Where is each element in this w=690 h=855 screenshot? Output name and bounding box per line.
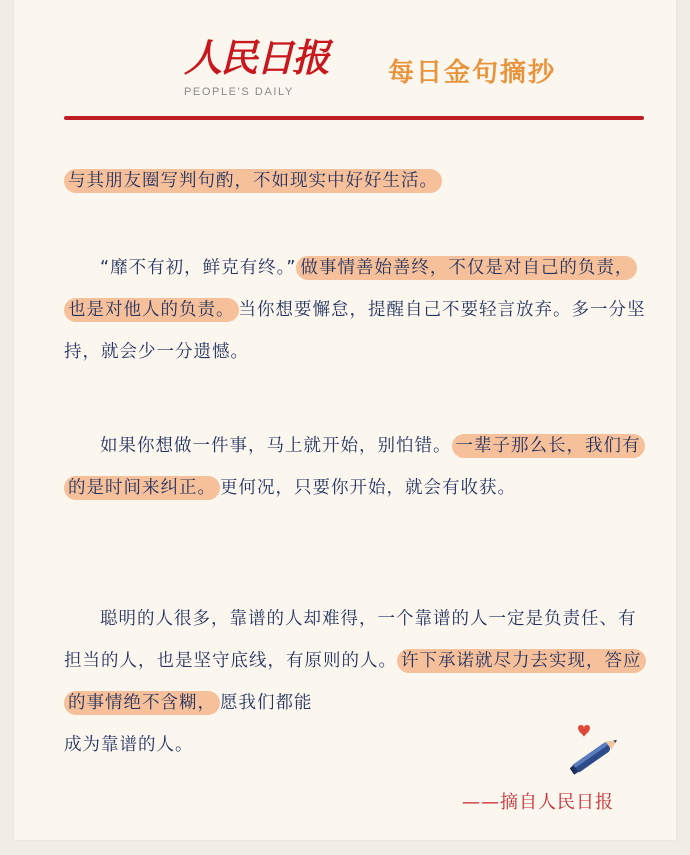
article-card [14, 0, 676, 840]
paragraph-text: 更何况，只要你开始，就会有收获。 [220, 478, 516, 498]
highlighted-sentence: 做事情善始善终，不仅是对自己的负责，也是对他人的负责。 [64, 256, 637, 322]
quote-paragraph-2 [64, 247, 649, 373]
quote-paragraph-4 [64, 598, 649, 766]
pen-with-heart-icon [564, 722, 624, 782]
paragraph-text: “靡不有初，鲜克有终。” [100, 258, 297, 278]
logo-english-text: PEOPLE'S DAILY [184, 86, 294, 98]
source-attribution: ——摘自人民日报 [462, 792, 614, 813]
paragraph-text: 聪明的人很多，靠谱的人却难得，一个靠谱的人一定是负责任、有担当的人，也是坚守底线，有原则的人。 [64, 609, 637, 671]
highlighted-sentence: 一辈子那么长，我们有的是时间来纠正。 [64, 434, 645, 500]
logo-chinese-text: 人民日报 [184, 35, 329, 80]
highlighted-sentence: 与其朋友圈写判句酌，不如现实中好好生活。 [64, 169, 442, 193]
highlighted-sentence: 许下承诺就尽力去实现，答应的事情绝不含糊， [64, 649, 646, 715]
paragraph-text: 当你想要懈怠，提醒自己不要轻言放弃。多一分坚持，就会少一分遗憾。 [64, 300, 646, 362]
paragraph-text: 愿我们都能 [220, 693, 313, 713]
quote-paragraph-3 [64, 425, 649, 509]
paragraph-text: 成为靠谱的人。 [64, 735, 194, 755]
paragraph-text: 如果你想做一件事，马上就开始，别怕错。 [100, 436, 452, 456]
page-title: 每日金句摘抄 [388, 58, 557, 88]
quote-paragraph-1 [64, 160, 649, 202]
peoples-daily-logo [184, 35, 329, 98]
header-divider [64, 116, 644, 120]
